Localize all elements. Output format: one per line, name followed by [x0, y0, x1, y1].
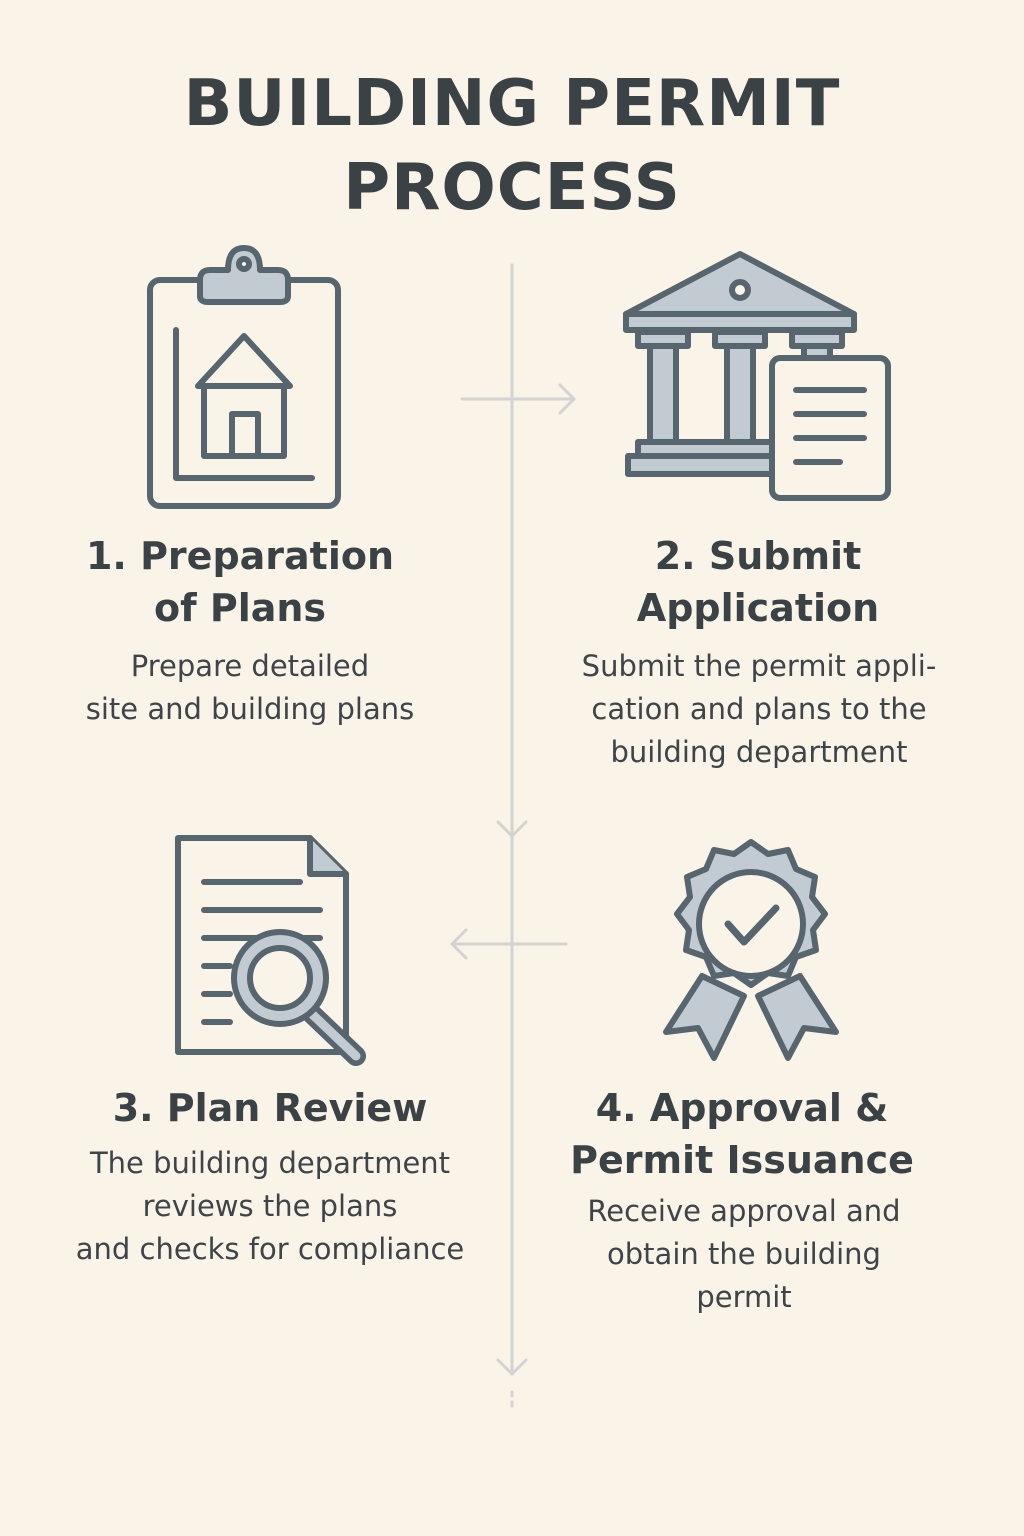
government-building-document-icon: [618, 248, 898, 506]
step-3-description: [40, 1142, 500, 1271]
step-2-title-line-2: Application: [636, 586, 880, 630]
step-2-description: [534, 645, 984, 774]
step-2-desc-line-2: cation and plans to the: [591, 692, 927, 726]
step-4-description: [544, 1190, 944, 1319]
step-2-desc-line-1: Submit the permit appli-: [581, 649, 937, 683]
step-3-desc-line-1: The building department: [89, 1146, 451, 1180]
step-1-desc-line-2: site and building plans: [85, 692, 415, 726]
step-4-desc-line-2: obtain the building: [607, 1237, 881, 1271]
step-1-title-line-2: of Plans: [153, 586, 327, 630]
step-4-desc-line-3: permit: [696, 1280, 792, 1314]
step-4-title-line-2: Permit Issuance: [570, 1138, 914, 1182]
page-title-line-2: PROCESS: [343, 151, 681, 225]
step-4-title-line-1: 4. Approval &: [595, 1086, 889, 1130]
step-1-description: [40, 645, 460, 731]
step-3-title-line-1: 3. Plan Review: [112, 1086, 428, 1130]
approval-badge-icon: [652, 836, 852, 1066]
step-1-desc-line-1: Prepare detailed: [130, 649, 370, 683]
step-3-desc-line-2: reviews the plans: [142, 1189, 398, 1223]
step-2-title: [558, 530, 958, 634]
document-magnifier-icon: [160, 830, 380, 1070]
step-2-desc-line-3: building department: [610, 735, 908, 769]
clipboard-house-icon: [140, 240, 350, 515]
step-3-desc-line-3: and checks for compliance: [75, 1232, 465, 1266]
step-1-title: [40, 530, 440, 634]
step-1-title-line-1: 1. Preparation: [85, 534, 395, 578]
step-3-title: [60, 1082, 480, 1134]
step-4-desc-line-1: Receive approval and: [587, 1194, 901, 1228]
step-4-title: [532, 1082, 952, 1186]
step-2-title-line-1: 2. Submit: [654, 534, 862, 578]
page-title-line-1: BUILDING PERMIT: [183, 67, 841, 141]
